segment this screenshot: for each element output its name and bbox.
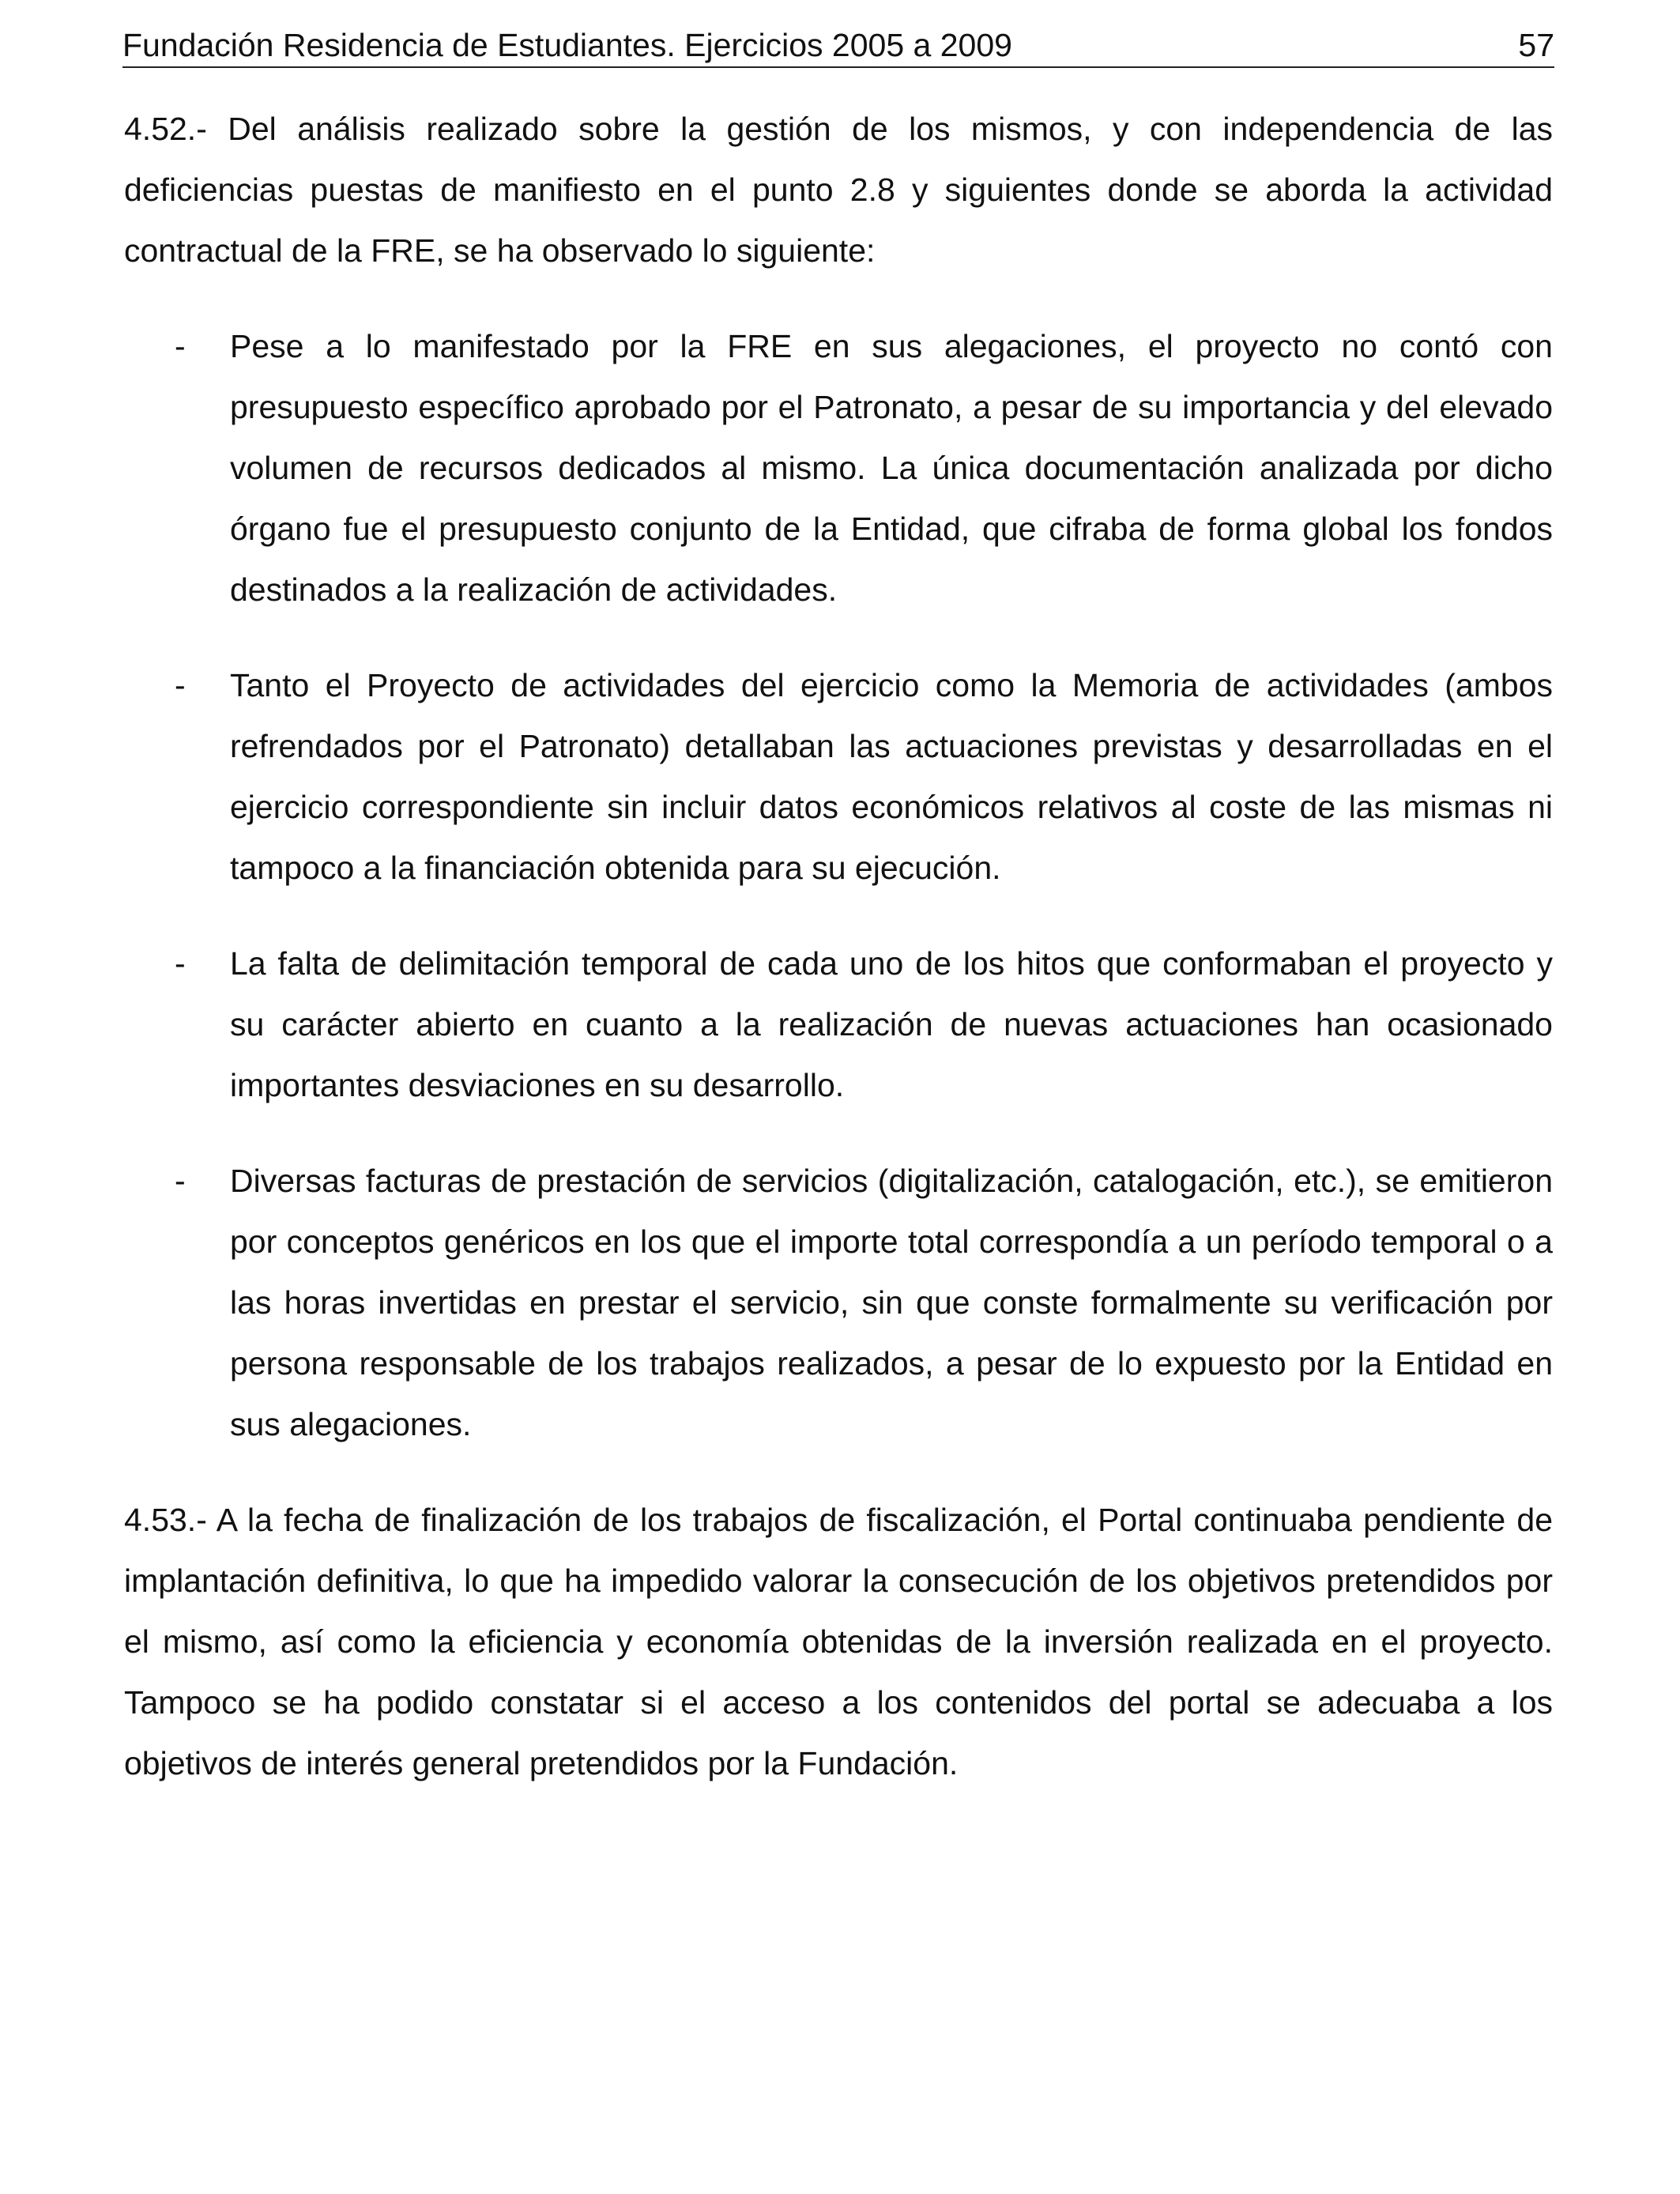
list-item (124, 933, 1553, 1116)
list-item (124, 316, 1553, 620)
paragraph-4-53: 4.53.- A la fecha de finalización de los trabajos de fiscalización, el Portal continuaba pendiente de implantación definitiva, lo que ha impedido valorar la consecución de los objetivos pretendidos por el mismo, así como la eficiencia y economía obtenidas de la inversión realizada en el proyecto. Tampoco se ha podido constatar si el acceso a los contenidos del portal se adecuaba a los objetivos de interés general pretendidos por la Fundación. (124, 1502, 1553, 1781)
document-body (124, 99, 1553, 1794)
paragraph-4-52: 4.52.- Del análisis realizado sobre la gestión de los mismos, y con independencia de las deficiencias puestas de manifiesto en el punto 2.8 y siguientes donde se aborda la actividad contractual de la FRE, se ha observado lo siguiente: (124, 111, 1553, 269)
bullet-dash: - (175, 945, 186, 982)
list-item (124, 655, 1553, 899)
bullet-dash: - (175, 1163, 186, 1199)
list-item-text: Pese a lo manifestado por la FRE en sus alegaciones, el proyecto no contó con presupuesto específico aprobado por el Patronato, a pesar de su importancia y del elevado volumen de recursos dedicados al mismo. La única documentación analizada por dicho órgano fue el presupuesto conjunto de la Entidad, que cifraba de forma global los fondos destinados a la realización de actividades. (230, 328, 1553, 608)
list-item-text: Diversas facturas de prestación de servicios (digitalización, catalogación, etc.), se emitieron por conceptos genéricos en los que el importe total correspondía a un período temporal o a las horas invertidas en prestar el servicio, sin que conste formalmente su verificación por persona responsable de los trabajos realizados, a pesar de lo expuesto por la Entidad en sus alegaciones. (230, 1163, 1553, 1442)
document-title: Fundación Residencia de Estudiantes. Ejercicios 2005 a 2009 (122, 26, 1012, 63)
list-item-text: La falta de delimitación temporal de cada uno de los hitos que conformaban el proyecto y su carácter abierto en cuanto a la realización de nuevas actuaciones han ocasionado importantes desviaciones en su desarrollo. (230, 945, 1553, 1103)
bullet-dash: - (175, 667, 186, 703)
bullet-dash: - (175, 328, 186, 364)
list-item (124, 1151, 1553, 1455)
list-item-text: Tanto el Proyecto de actividades del ejercicio como la Memoria de actividades (ambos refrendados por el Patronato) detallaban las actuaciones previstas y desarrolladas en el ejercicio correspondiente sin incluir datos económicos relativos al coste de las mismas ni tampoco a la financiación obtenida para su ejecución. (230, 667, 1553, 886)
findings-list (124, 316, 1553, 1455)
page-number: 57 (1518, 26, 1554, 63)
page-header (122, 24, 1554, 68)
